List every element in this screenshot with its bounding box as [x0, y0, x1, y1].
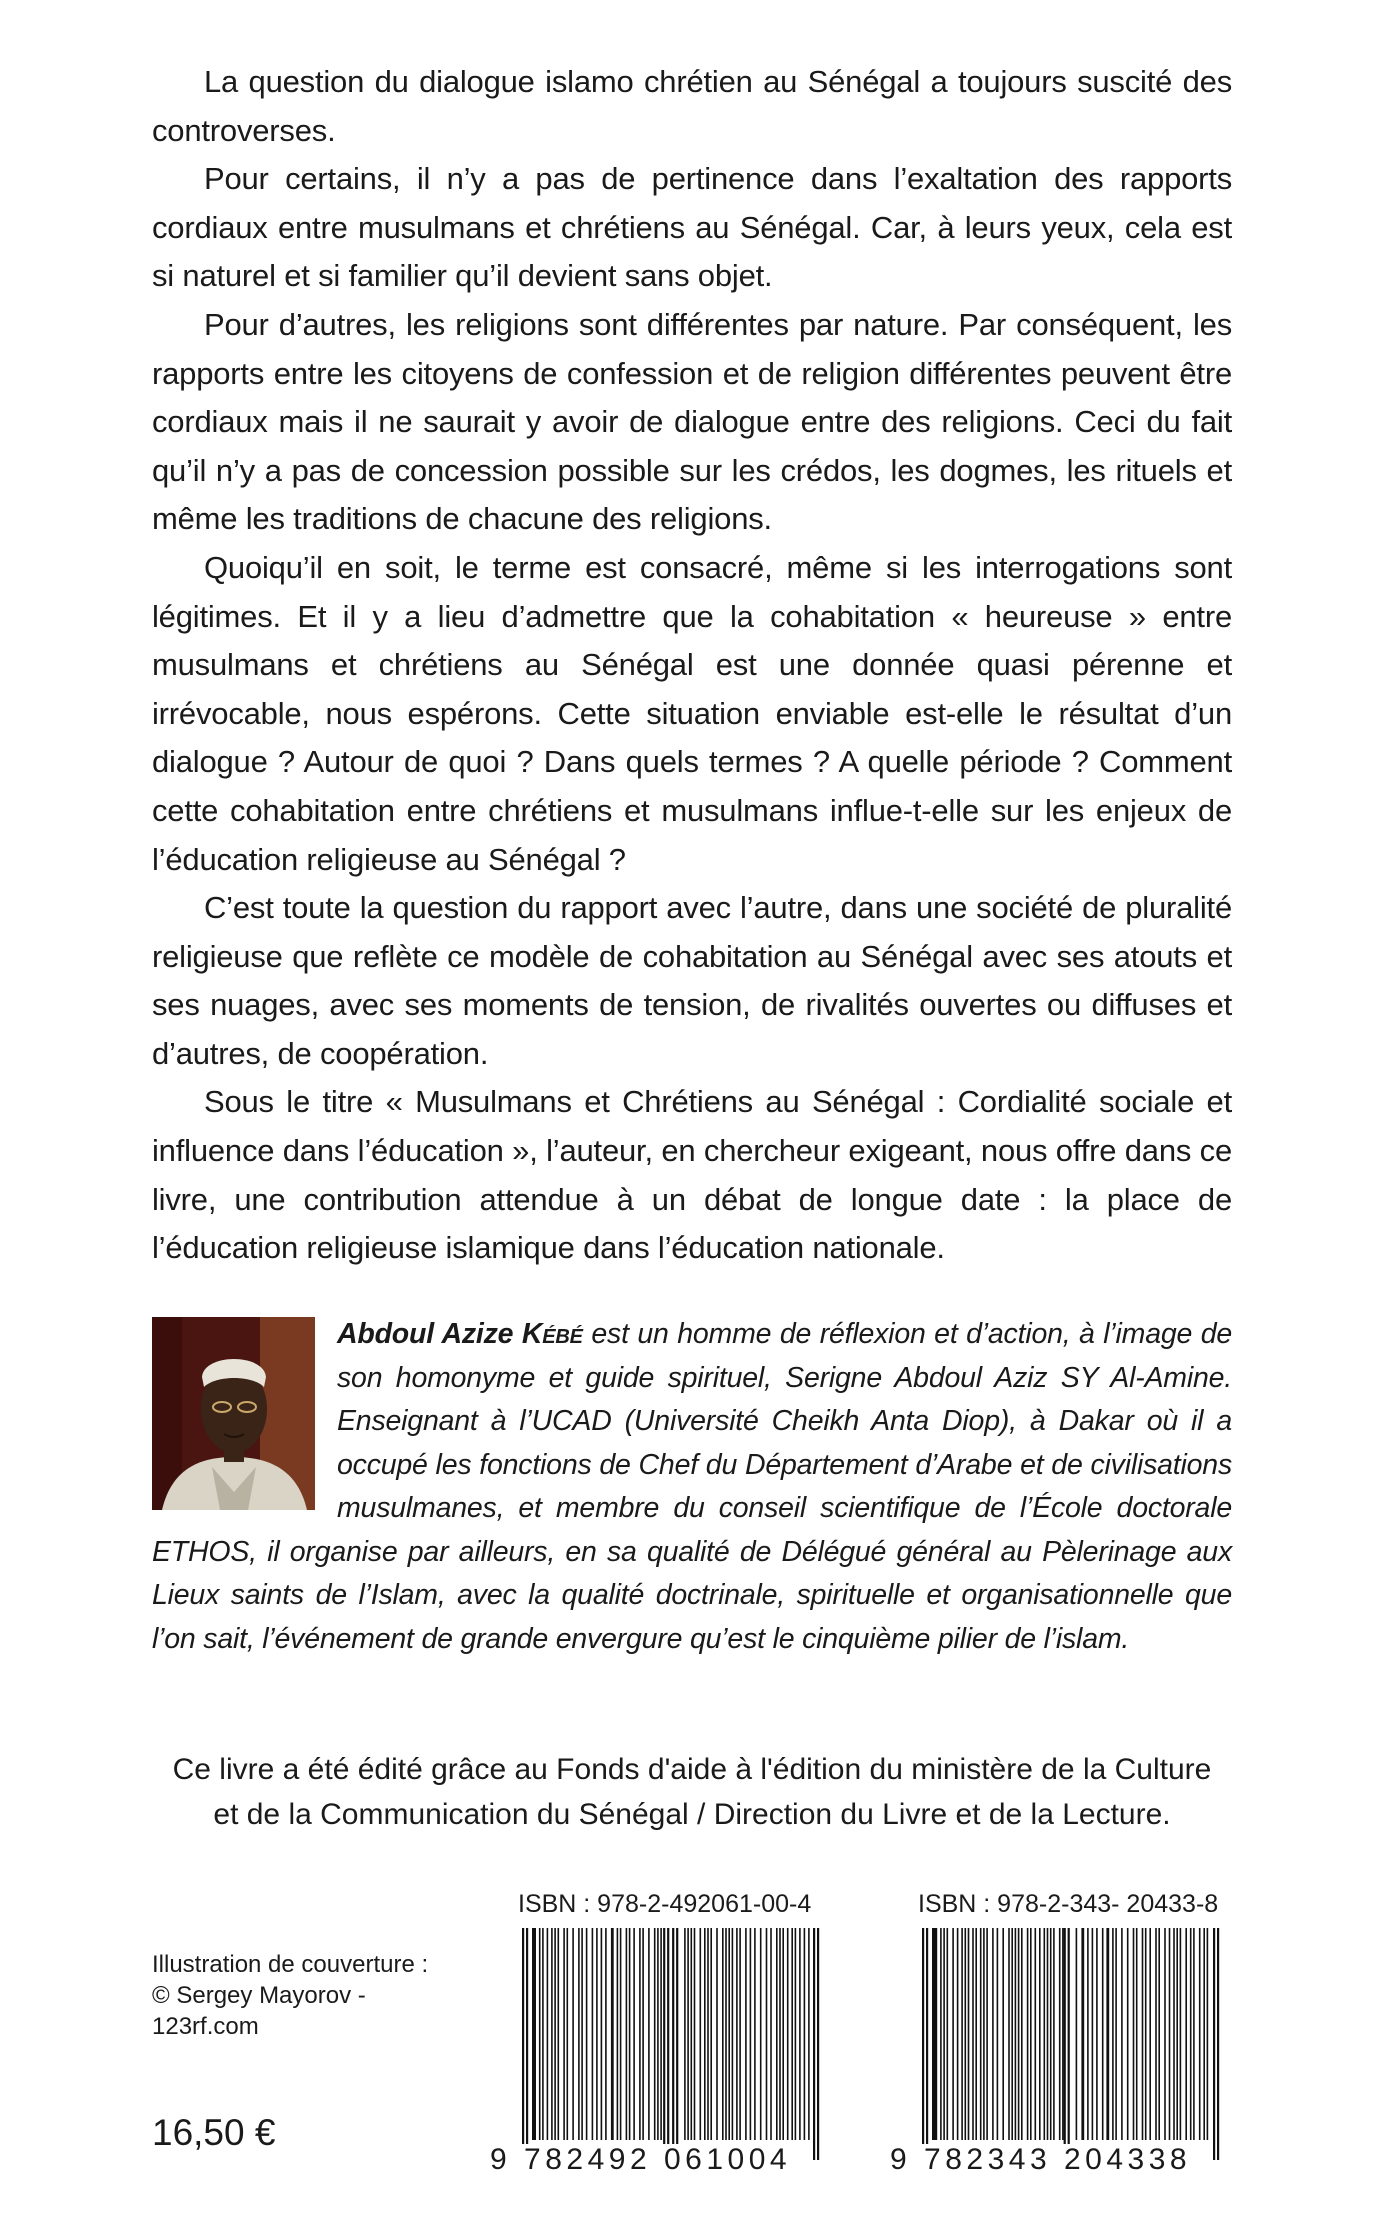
cover-credit — [152, 1949, 512, 2042]
paragraph: La question du dialogue islamo chrétien au Sénégal a toujours suscité des controverses. — [152, 64, 1232, 148]
credit-line: © Sergey Mayorov - — [152, 1982, 366, 2009]
isbn-label: ISBN : 978-2-492061-00-4 — [518, 1890, 812, 1918]
paragraph: Sous le titre « Musulmans et Chrétiens au Sénégal : Cordialité sociale et influence dans l’éducation », l’auteur, en chercheur exigeant, nous offre dans ce livre, une contribution attendue à un débat de longue date : la place de l’éducation religieuse islamique dans l’éducation nationale. — [152, 1084, 1232, 1266]
paragraph: C’est toute la question du rapport avec l’autre, dans une société de pluralité religieuse que reflète ce modèle de cohabitation au Sénégal avec ses atouts et ses nuages, avec ses moments de tension, de rivalités ouvertes ou diffuses et d’autres, de coopération. — [152, 890, 1232, 1071]
back-cover-text — [152, 58, 1232, 1273]
funding-note — [152, 1747, 1232, 1837]
author-last-name: Kébé — [521, 1318, 583, 1350]
credit-line: Illustration de couverture : — [152, 1951, 429, 1978]
barcode — [918, 1928, 1223, 2160]
barcode-digits: 9 782492 061004 — [490, 2143, 792, 2176]
author-first-name: Abdoul Azize — [337, 1318, 514, 1350]
barcode — [518, 1928, 823, 2160]
funding-line: et de la Communication du Sénégal / Direction du Livre et de la Lecture. — [213, 1798, 1171, 1831]
paragraph: Quoiqu’il en soit, le terme est consacré, même si les interrogations sont légitimes. Et il y a lieu d’admettre que la cohabitation « heureuse » entre musulmans et chrétiens au Sénégal est une donnée quasi pérenne et irrévocable, nous espérons. Cette situation enviable est-elle le résultat d’un dialogue ? Autour de quoi ? Dans quels termes ? A quelle période ? Comment cette cohabitation entre chrétiens et musulmans influe-t-elle sur les enjeux de l’éducation religieuse au Sénégal ? — [152, 549, 1232, 877]
author-photo — [152, 1317, 315, 1510]
author-bio-text: est un homme de réflexion et d’action, à l’image de son homonyme et guide spirituel, Serigne Abdoul Aziz SY Al-Amine. Enseignant à l’UCAD (Université Cheikh Anta Diop), à Dakar où il a occupé les fonctions de Chef du Département d’Arabe et de civilisations musulmanes, et membre du conseil scientifique de l’École doctorale ETHOS, il organise par ailleurs, en sa qualité de Délégué général au Pèlerinage aux Lieux saints de l’Islam, avec la qualité doctrinale, spirituelle et organisationnelle que l’on sait, l’événement de grande envergure qu’est le cinquième pilier de l’islam. — [152, 1318, 1233, 1655]
funding-line: Ce livre a été édité grâce au Fonds d'aide à l'édition du ministère de la Culture — [172, 1753, 1212, 1786]
barcode-digits: 9 782343 204338 — [890, 2143, 1192, 2176]
price: 16,50 € — [152, 2112, 276, 2153]
isbn-label: ISBN : 978-2-343- 20433-8 — [918, 1890, 1219, 1918]
credit-line: 123rf.com — [152, 2013, 259, 2040]
paragraph: Pour d’autres, les religions sont différentes par nature. Par conséquent, les rapports entre les citoyens de confession et de religion différentes peuvent être cordiaux mais il ne saurait y avoir de dialogue entre des religions. Ceci du fait qu’il n’y a pas de concession possible sur les crédos, les dogmes, les rituels et même les traditions de chacune des religions. — [152, 306, 1232, 537]
author-bio — [152, 1313, 1232, 1661]
paragraph: Pour certains, il n’y a pas de pertinence dans l’exaltation des rapports cordiaux entre musulmans et chrétiens au Sénégal. Car, à leurs yeux, cela est si naturel et si familier qu’il devient sans objet. — [152, 161, 1232, 294]
